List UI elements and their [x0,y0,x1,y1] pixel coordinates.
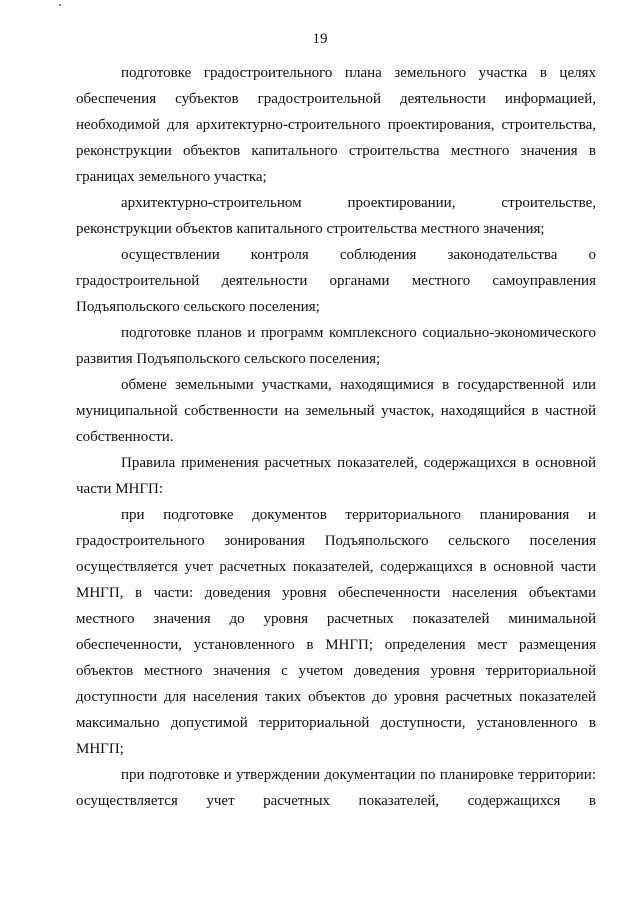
paragraph-territorial-planning: при подготовке документов территориального планирования и градостроительного зонирования Подъяпольского сельского поселения осуществляется учет расчетных показателей, содержащихся в основной части МНГП, в части: доведения уровня обеспеченности населения объектами местного значения до уровня расчетных показателей минимальной обеспеченности, установленного в МНГП; определения мест размещения объектов местного значения с учетом доведения уровня территориальной доступности для населения таких объектов до уровня расчетных показателей максимально допустимой территориальной доступности, установленного в МНГП; [76,507,596,757]
paragraph-plans: подготовке планов и программ комплексного социально-экономического развития Подъяпольского сельского поселения; [76,325,596,367]
scan-mark [59,4,61,6]
paragraph-rules-intro: Правила применения расчетных показателей, содержащихся в основной части МНГП: [76,455,596,497]
paragraph-design: архитектурно-строительном проектировании, строительстве, реконструкции объектов капитального строительства местного значения; [76,195,596,237]
paragraph-planning-docs: при подготовке и утверждении документации по планировке территории: осуществляется учет расчетных показателей, содержащихся в [76,767,596,809]
paragraph-control: осуществлении контроля соблюдения законодательства о градостроительной деятельности органами местного самоуправления Подъяпольского сельского поселения; [76,247,596,315]
page-number: 19 [312,31,328,47]
paragraph-exchange: обмене земельными участками, находящимися в государственной или муниципальной собственности на земельный участок, находящийся в частной собственности. [76,377,596,445]
paragraph-gpzu: подготовке градостроительного плана земельного участка в целях обеспечения субъектов градостроительной деятельности информацией, необходимой для архитектурно-строительного проектирования, строительства, реконструкции объектов капитального строительства местного значения в границах земельного участка; [76,65,596,185]
document-body [76,60,596,814]
